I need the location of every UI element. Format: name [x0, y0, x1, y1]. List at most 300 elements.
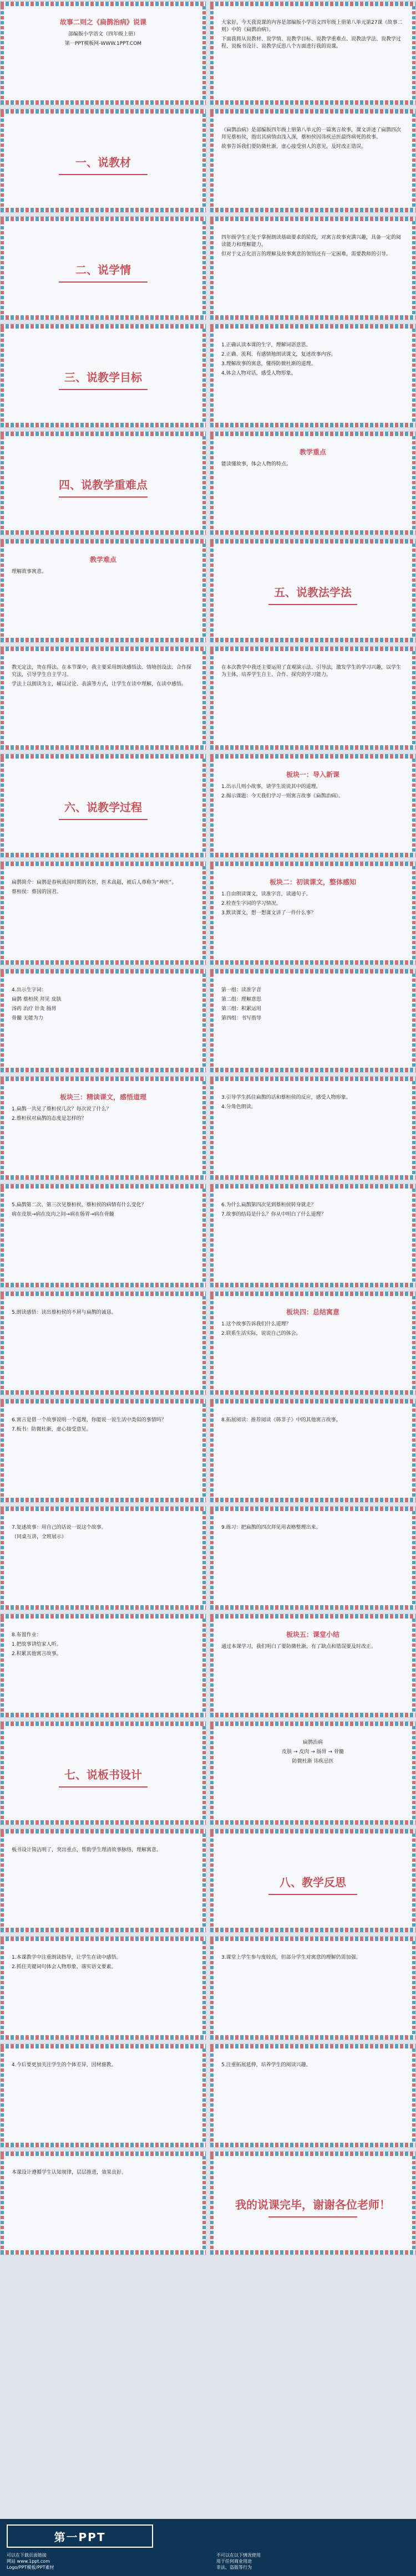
slide-title: 故事二则之《扁鹊治病》说课 [59, 18, 146, 26]
slide-border-right [412, 1726, 415, 1820]
slide-border-left [1, 1511, 4, 1605]
slide-border-right [412, 221, 415, 315]
slide-title: 板块四：总结寓意 [286, 1308, 339, 1316]
slide-text [6, 1309, 200, 1317]
footer-left-col [7, 2552, 54, 2570]
slide-line: 下面我将从说教材、说学情、说教学目标、说教学重难点、说教法学法、说教学过程、说板书设计、说教学反思八个方面进行我的说课。 [221, 37, 402, 49]
slide-line: 理解故事寓意。 [12, 569, 47, 575]
slide-border-bottom [1, 1713, 206, 1717]
slide-border-left [210, 1081, 214, 1175]
slide-border-bottom [1, 1175, 206, 1180]
slide-text [6, 1417, 200, 1433]
slide-line: 汤药 治疗 针灸 肠胃 [12, 1006, 57, 1012]
slide-border-left [210, 1189, 214, 1283]
slide-17 [0, 861, 206, 965]
slide-text [6, 569, 200, 576]
slide-content [216, 2050, 410, 2142]
slide-border-bottom [1, 1283, 206, 1287]
slide-border-top [210, 1507, 415, 1511]
slide-border-left [210, 974, 214, 1068]
slide-border-left [1, 1941, 4, 2035]
slide-border-right [202, 1189, 206, 1283]
slide-line: 3.引导学生抓住扁鹊的话和蔡桓侯的反应，感受人物形象。 [221, 1095, 351, 1100]
slide-border-top [210, 1829, 415, 1834]
slide-31 [0, 1614, 206, 1718]
footer-left-line-1: 可以在下载页面链接 [7, 2553, 47, 2558]
slide-border-bottom [1, 960, 206, 965]
slide-line: 2.揭示课题：今天我们学习一则寓言故事《扁鹊治病》。 [221, 793, 344, 799]
slide-border-right [412, 436, 415, 530]
slide-text [216, 234, 410, 258]
slide-border-bottom [210, 315, 415, 320]
slide-34 [210, 1721, 416, 1825]
slide-border-top [1, 1722, 206, 1726]
slide-9 [0, 431, 206, 535]
slide-border-right [412, 1941, 415, 2035]
slide-border-top [1, 539, 206, 544]
slide-border-right [202, 2156, 206, 2250]
slide-border-top [1, 1184, 206, 1189]
title-divider [59, 819, 148, 820]
slide-border-bottom [210, 745, 415, 750]
slide-border-bottom [1, 423, 206, 427]
slide-text [216, 2062, 410, 2069]
slide-border-top [210, 324, 415, 329]
slide-line: 第四组：书写指导 [221, 1016, 262, 1021]
slide-content [6, 437, 200, 529]
slide-border-top [1, 1077, 206, 1081]
slide-content [216, 1727, 410, 1819]
slide-border-right [412, 974, 415, 1068]
slide-border-top [1, 2152, 206, 2156]
slide-border-left [210, 6, 214, 100]
slide-content [6, 1835, 200, 1927]
slide-border-bottom [210, 100, 415, 105]
slide-line: 5.注重拓展延伸，培养学生的阅读兴趣。 [221, 2062, 311, 2068]
slide-border-bottom [1, 745, 206, 750]
slide-border-left [1, 2156, 4, 2250]
slide-border-top [210, 539, 415, 544]
slide-content [6, 115, 200, 207]
slide-border-left [210, 866, 214, 960]
slide-border-right [202, 1404, 206, 1498]
slide-border-right [412, 114, 415, 208]
slide-38 [210, 1936, 416, 2040]
slide-line: 2.抓住关键词句体会人物形象，落实语文要素。 [12, 1964, 116, 1970]
slide-border-right [412, 1834, 415, 1928]
slide-title: 六、说教学过程 [64, 801, 142, 814]
slide-border-right [412, 329, 415, 423]
slide-text [6, 31, 200, 48]
slide-text [216, 783, 410, 800]
slide-border-bottom [210, 1605, 415, 1610]
slide-border-right [202, 1081, 206, 1175]
slide-title: 板块二：初读课文，整体感知 [269, 878, 356, 886]
slide-content [216, 760, 410, 852]
slide-border-left [1, 2048, 4, 2143]
slide-line: 7.故事的结局是什么？你从中明白了什么道理？ [221, 1212, 326, 1217]
slide-30 [210, 1506, 416, 1610]
slide-border-right [202, 6, 206, 100]
slide-content [216, 1297, 410, 1389]
slide-border-top [210, 2, 415, 6]
slide-content [216, 1942, 410, 2034]
slide-content [6, 1512, 200, 1604]
slide-border-top [1, 647, 206, 651]
slide-title: 二、说学情 [75, 263, 131, 276]
slide-border-left [210, 2156, 214, 2250]
slide-line: 9.练习：把扁鹊的四次拜见用表格整理出来。 [221, 1525, 321, 1530]
slide-border-left [1, 329, 4, 423]
slide-21 [0, 1076, 206, 1180]
slide-border-right [412, 1404, 415, 1498]
slide-line: 5.朗读感悟：读出蔡桓侯的不屑与扁鹊的诚恳。 [12, 1310, 116, 1315]
slide-border-left [1, 1726, 4, 1820]
slide-10 [210, 431, 416, 535]
slide-text [216, 1094, 410, 1111]
slide-title: 教学重点 [299, 448, 326, 456]
slide-text [216, 1321, 410, 1338]
slide-7 [0, 324, 206, 428]
slide-border-top [1, 2, 206, 6]
slide-content [216, 222, 410, 314]
footer-left-line-2: 网站 www.1ppt.com [7, 2559, 50, 2564]
slide-border-bottom [1, 1390, 206, 1395]
slide-text [216, 1643, 410, 1651]
slide-text [6, 1847, 200, 1854]
footer-right-line-2: 用于任何商业用途 [216, 2559, 252, 2564]
slide-line: 2.积累其他寓言故事。 [12, 1651, 62, 1657]
slide-text [6, 1106, 200, 1123]
slide-content [6, 1297, 200, 1389]
slide-20 [210, 969, 416, 1073]
slide-line: 1.自由朗读课文，读准字音，读通句子。 [221, 892, 311, 897]
slide-28 [210, 1399, 416, 1503]
slide-line: 8.拓展阅读：推荐阅读《韩非子》中的其他寓言故事。 [221, 1417, 341, 1423]
slide-border-left [210, 1296, 214, 1390]
slide-23 [0, 1184, 206, 1288]
slide-border-bottom [210, 1820, 415, 1825]
slide-border-right [202, 651, 206, 745]
slide-border-right [202, 221, 206, 315]
slide-border-bottom [1, 1605, 206, 1610]
slide-border-left [1, 974, 4, 1068]
slide-content [216, 1620, 410, 1712]
slide-border-left [1, 1834, 4, 1928]
slide-29 [0, 1506, 206, 1610]
slide-border-right [412, 2048, 415, 2143]
slide-border-top [210, 969, 415, 974]
slide-content [6, 2050, 200, 2142]
slide-text [216, 1202, 410, 1218]
slide-border-bottom [210, 1175, 415, 1180]
slide-border-bottom [210, 423, 415, 427]
slide-line: 1.出示几则小故事，请学生说说其中的道理。 [221, 784, 321, 790]
slide-border-left [210, 1511, 214, 1605]
slide-title: 七、说板书设计 [64, 1768, 142, 1781]
slide-line: 4.今后要更加关注学生的个体差异，因材施教。 [12, 2062, 116, 2068]
slide-3 [0, 109, 206, 213]
slide-border-right [202, 436, 206, 530]
slide-title: 一、说教材 [75, 156, 131, 169]
slide-content [6, 330, 200, 422]
slide-border-left [210, 1834, 214, 1928]
slide-line: 病在皮肤→病在皮肉之间→病在肠胃→病在骨髓 [12, 1212, 114, 1217]
slide-border-top [210, 109, 415, 114]
slide-border-bottom [1, 2250, 206, 2255]
slide-border-top [1, 1399, 206, 1404]
slide-content [6, 7, 200, 99]
slide-26 [210, 1291, 416, 1395]
slide-4 [210, 109, 416, 213]
slide-line: 1.正确认读本课的生字，理解词语意思。 [221, 342, 311, 348]
slide-content [6, 1620, 200, 1712]
slide-border-top [210, 2152, 415, 2156]
slide-border-left [1, 1189, 4, 1283]
slide-content [216, 1835, 410, 1927]
slide-border-top [1, 862, 206, 866]
slide-line: 第三组：积累运用 [221, 1006, 262, 1012]
slide-text [6, 1954, 200, 1971]
slide-41 [0, 2151, 206, 2255]
slide-title: 板块五：课堂小结 [286, 1631, 339, 1638]
slide-border-right [202, 866, 206, 960]
slide-text [6, 987, 200, 1022]
slide-border-bottom [210, 1283, 415, 1287]
slide-border-top [210, 1184, 415, 1189]
slide-border-left [1, 651, 4, 745]
slide-border-top [1, 324, 206, 329]
slide-line: 2.正确、流利、有感情地朗读课文，复述故事内容。 [221, 352, 336, 357]
slide-border-bottom [210, 208, 415, 212]
slide-border-left [1, 1296, 4, 1390]
slide-border-left [210, 436, 214, 530]
slide-border-right [412, 1511, 415, 1605]
slide-content [216, 330, 410, 422]
slide-border-bottom [210, 853, 415, 857]
slide-content [6, 222, 200, 314]
slide-line: 1.这个故事告诉我们什么道理？ [221, 1322, 291, 1327]
slide-text [216, 127, 410, 151]
slide-border-top [1, 1829, 206, 1834]
slide-line: 6.为什么扁鹊第四次见到蔡桓侯转身就走？ [221, 1202, 316, 1208]
slide-title: 板块一：导入新课 [286, 771, 339, 779]
slide-content [216, 867, 410, 959]
slide-2 [210, 1, 416, 105]
slide-border-right [202, 544, 206, 638]
slide-line: 骨髓 无能为力 [12, 1016, 43, 1021]
slide-line: 1.本课教学中注重朗读指导，让学生在读中感悟。 [12, 1955, 121, 1960]
slide-content [6, 652, 200, 744]
slide-13 [0, 646, 206, 750]
slide-text [216, 461, 410, 468]
slide-line: 教无定法，贵在得法。在本节课中，我主要采用朗读感悟法、情境创设法、合作探究法，引导学生自主学习。 [12, 665, 192, 678]
slide-border-right [202, 2048, 206, 2143]
slide-25 [0, 1291, 206, 1395]
slide-1 [0, 1, 206, 105]
slide-title: 五、说教法学法 [274, 586, 352, 599]
slide-32 [210, 1614, 416, 1718]
slide-content [216, 1082, 410, 1174]
slide-border-right [202, 974, 206, 1068]
slide-text [216, 342, 410, 377]
slide-border-right [412, 866, 415, 960]
slide-border-top [1, 1614, 206, 1619]
slide-line: 故事告诉我们要防微杜渐，虚心接受别人的意见，及时改正错误。 [221, 144, 367, 150]
slide-border-top [210, 1614, 415, 1619]
title-divider [268, 604, 357, 605]
slide-42 [210, 2151, 416, 2255]
slide-content [216, 7, 410, 99]
slide-border-top [1, 754, 206, 759]
slide-text [216, 987, 410, 1022]
slide-title: 教学难点 [89, 556, 116, 564]
slide-line: 但对于文言化语言的理解及故事寓意的领悟还有一定困难，需要教师的引导。 [221, 252, 392, 257]
slide-border-right [202, 1296, 206, 1390]
slide-border-top [210, 1937, 415, 1941]
slide-content [216, 1190, 410, 1282]
slide-text [6, 2062, 200, 2069]
slide-border-right [412, 1296, 415, 1390]
slide-border-top [210, 2044, 415, 2048]
footer-right-line-1: 不可以在以下情况使用 [216, 2553, 261, 2558]
slide-border-bottom [210, 530, 415, 535]
slide-line: 皮肤 → 皮肉 → 肠胃 → 骨髓 [282, 1749, 344, 1755]
slide-border-left [210, 2048, 214, 2143]
slide-border-right [412, 651, 415, 745]
slide-line: 能读懂故事，体会人物的特点。 [221, 462, 292, 467]
slide-border-left [210, 1619, 214, 1713]
slide-11 [0, 539, 206, 643]
title-divider [59, 1786, 148, 1788]
slide-text [6, 1524, 200, 1541]
slide-content [216, 437, 410, 529]
slide-content [6, 1727, 200, 1819]
slide-border-right [202, 329, 206, 423]
slide-border-bottom [1, 1820, 206, 1825]
slide-line: 3.课堂上学生参与度较高，但部分学生对寓意的理解仍需加强。 [221, 1955, 361, 1960]
slide-15 [0, 754, 206, 858]
slide-border-top [210, 1722, 415, 1726]
slide-border-left [1, 436, 4, 530]
slide-33 [0, 1721, 206, 1825]
slide-border-bottom [1, 853, 206, 857]
slide-border-top [210, 647, 415, 651]
slide-border-top [1, 1292, 206, 1296]
slide-content [6, 1082, 200, 1174]
slide-border-left [210, 651, 214, 745]
slide-border-left [1, 1404, 4, 1498]
slide-border-bottom [1, 2143, 206, 2147]
slide-border-right [202, 1941, 206, 2035]
slide-border-right [202, 1726, 206, 1820]
footer-left-line-3: Logo/PPT模板/PPT素材 [7, 2565, 54, 2570]
slide-content [216, 2157, 410, 2249]
slide-line: 《扁鹊治病》是部编版四年级上册第八单元的一篇寓言故事，课文讲述了扁鹊四次拜见蔡桓侯，指出其病情由浅入深，蔡桓侯因讳疾忌医最终病死的故事。 [221, 127, 402, 140]
slide-border-bottom [210, 1390, 415, 1395]
slide-border-top [1, 109, 206, 114]
slide-border-top [1, 1937, 206, 1941]
slide-border-top [1, 2044, 206, 2048]
slide-text [216, 664, 410, 679]
slide-line: 第一PPT模板网-WWW.1PPT.COM [64, 41, 142, 47]
title-divider [59, 496, 148, 498]
slide-border-left [1, 759, 4, 853]
footer-logo: 第一PPT [7, 2524, 153, 2548]
slide-line: 第二组：理解意思 [221, 997, 262, 1002]
footer-right-line-3: 非法、盗版等行为 [216, 2565, 252, 2570]
slide-border-bottom [210, 1928, 415, 1932]
slide-line: 4.出示生字词： [12, 987, 47, 993]
slide-line: 4.体会人物对话，感受人物形象。 [221, 371, 296, 376]
slide-text [216, 1954, 410, 1962]
slide-border-left [210, 1941, 214, 2035]
slide-border-right [202, 1511, 206, 1605]
slide-content [6, 1942, 200, 2034]
slide-content [6, 1405, 200, 1497]
slide-text [216, 1739, 410, 1765]
slide-border-top [210, 754, 415, 759]
slide-border-bottom [1, 1498, 206, 1502]
slide-border-left [210, 329, 214, 423]
slide-8 [210, 324, 416, 428]
slide-line: 2.联系生活实际，说说自己的体会。 [221, 1331, 301, 1336]
slide-line: 7.复述故事：用自己的话说一说这个故事。 [12, 1525, 106, 1530]
slide-border-top [1, 969, 206, 974]
slide-line: 4.分角色朗读。 [221, 1104, 256, 1110]
slide-22 [210, 1076, 416, 1180]
slide-5 [0, 216, 206, 320]
slide-border-bottom [210, 638, 415, 642]
slide-border-top [1, 432, 206, 436]
slide-border-right [412, 1619, 415, 1713]
slide-27 [0, 1399, 206, 1503]
slide-title: 八、教学反思 [280, 1876, 346, 1889]
slide-content [6, 975, 200, 1067]
slide-text [6, 2169, 200, 2176]
slide-text [216, 891, 410, 917]
slide-title: 三、说教学目标 [64, 371, 142, 384]
slide-border-top [1, 1507, 206, 1511]
slide-content [216, 115, 410, 207]
slide-border-right [412, 1081, 415, 1175]
slide-border-bottom [210, 1068, 415, 1072]
slide-border-left [210, 221, 214, 315]
slide-border-bottom [210, 1498, 415, 1502]
slide-line: 四年级学生正处于掌握朗读基础要求的阶段，对寓言故事充满兴趣，具备一定的阅读能力和理解能力。 [221, 235, 402, 248]
slide-39 [0, 2044, 206, 2148]
slide-18 [210, 861, 416, 965]
slide-text [216, 19, 410, 50]
slide-border-right [202, 759, 206, 853]
slide-text [216, 1417, 410, 1424]
slide-content [6, 545, 200, 637]
slide-line: 3.理解故事的寓意，懂得防微杜渐的道理。 [221, 361, 316, 367]
slide-border-top [210, 1292, 415, 1296]
slide-content [6, 1190, 200, 1282]
slide-border-left [210, 759, 214, 853]
slide-border-right [202, 114, 206, 208]
slide-border-left [210, 114, 214, 208]
slide-line: 在本次教学中我还主要运用了直观演示法、引导法，激发学生的学习兴趣，以学生为主体，培养学生自主、合作、探究的学习能力。 [221, 665, 402, 678]
slide-title: 四、说教学重难点 [59, 478, 148, 491]
slide-title: 我的说课完毕，谢谢各位老师！ [235, 2198, 390, 2211]
slide-border-right [412, 6, 415, 100]
slide-border-top [210, 217, 415, 221]
slide-line: 板书设计简洁明了，突出重点，帮助学生理清故事脉络，理解寓意。 [12, 1847, 162, 1853]
slide-border-top [210, 1399, 415, 1404]
slide-border-top [210, 1077, 415, 1081]
